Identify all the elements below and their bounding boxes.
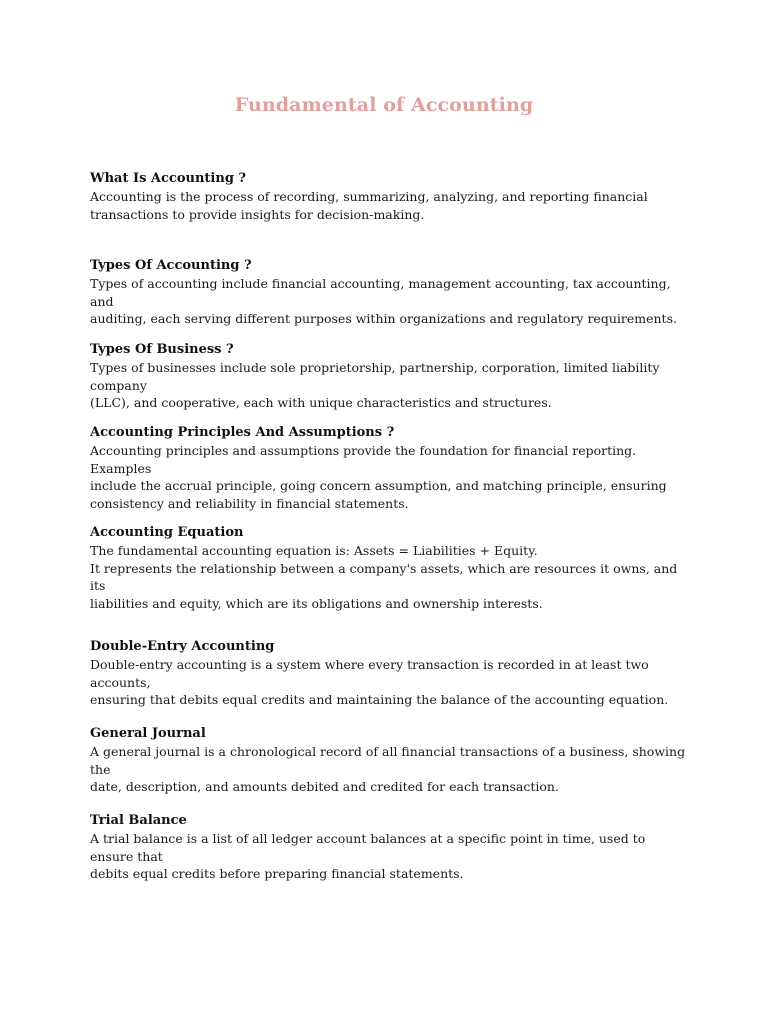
section-heading: General Journal [90,726,206,741]
section-body-line: The fundamental accounting equation is: Assets = Liabilities + Equity. [90,543,538,558]
section-double-entry-accounting [90,638,690,709]
section-body-line: A trial balance is a list of all ledger account balances at a specific point in time, used to ensure that [90,831,646,864]
section-body-line: Accounting is the process of recording, summarizing, analyzing, and reporting financial [90,189,648,204]
section-body-line: date, description, and amounts debited and credited for each transaction. [90,779,559,794]
section-body-line: debits equal credits before preparing financial statements. [90,866,464,881]
section-body-line: liabilities and equity, which are its obligations and ownership interests. [90,595,543,611]
section-heading: Double-Entry Accounting [90,639,275,654]
section-heading: What Is Accounting ? [90,171,247,186]
section-types-of-business [90,341,690,412]
section-body-line: (LLC), and cooperative, each with unique characteristics and structures. [90,395,552,410]
section-heading: Types Of Accounting ? [90,258,252,273]
section-accounting-principles [90,424,690,512]
section-general-journal [90,725,690,796]
section-body-line: A general journal is a chronological record of all financial transactions of a business, showing the [90,744,686,777]
section-body-line: auditing, each serving different purposes within organizations and regulatory requirements. [90,311,677,326]
section-body-line: Types of businesses include sole proprietorship, partnership, corporation, limited liability company [90,360,660,393]
section-heading: Accounting Equation [90,525,244,540]
section-heading: Types Of Business ? [90,342,234,357]
section-trial-balance [90,812,690,883]
document-title: Fundamental of Accounting [234,94,534,116]
section-body-line: consistency and reliability in financial statements. [90,495,409,511]
section-body-line: include the accrual principle, going concern assumption, and matching principle, ensuring [90,478,667,493]
section-body-line: Accounting principles and assumptions provide the foundation for financial reporting. Examples [90,443,637,476]
section-body-line: ensuring that debits equal credits and maintaining the balance of the accounting equation. [90,692,669,707]
section-heading: Trial Balance [90,813,187,828]
section-body-line: It represents the relationship between a company's assets, which are resources it owns, and its [90,560,678,593]
section-heading: Accounting Principles And Assumptions ? [90,425,395,440]
section-body-line: transactions to provide insights for decision-making. [90,206,425,222]
section-body-line: Types of accounting include financial accounting, management accounting, tax accounting, and [90,276,671,309]
section-accounting-equation [90,524,690,612]
section-types-of-accounting [90,257,690,328]
section-what-is-accounting [90,170,690,223]
section-body-line: Double-entry accounting is a system where every transaction is recorded in at least two accounts, [90,657,649,690]
